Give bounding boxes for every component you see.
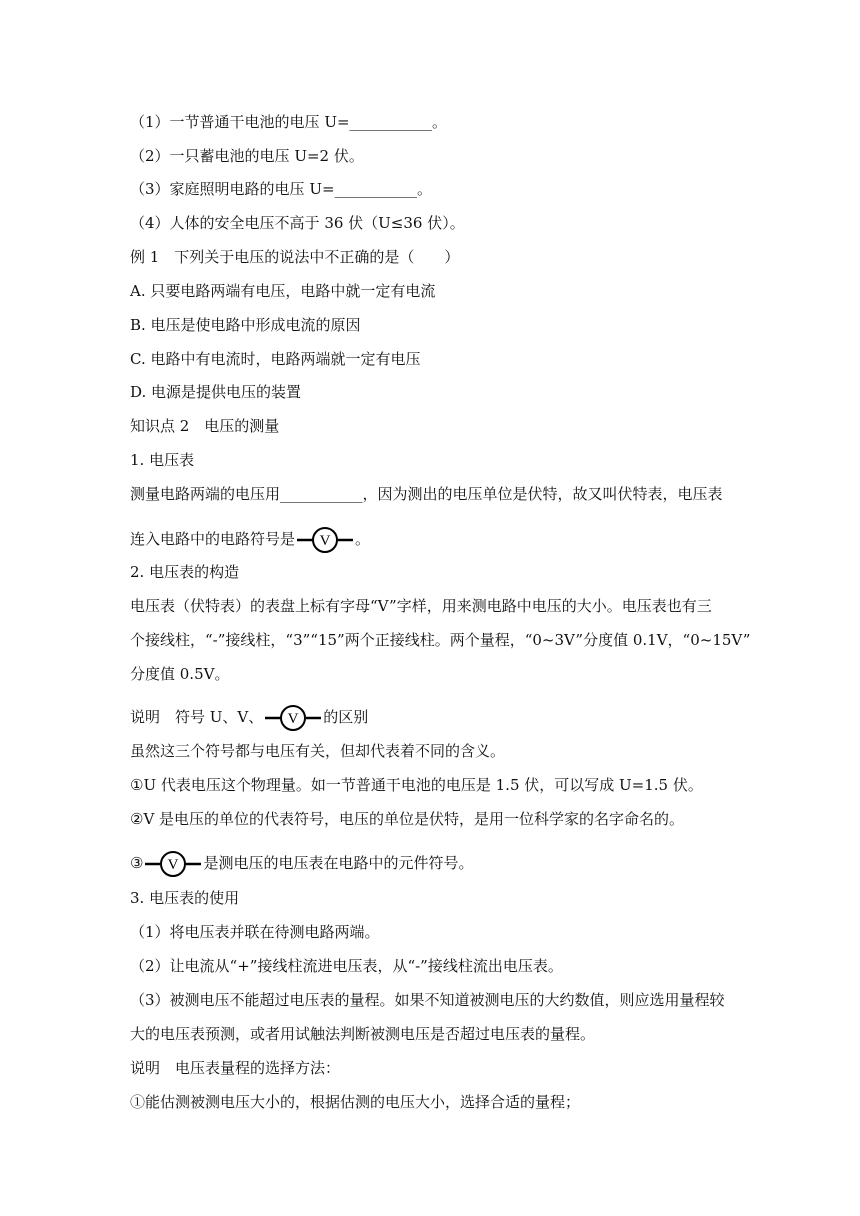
voltmeter-definition-line1: 测量电路两端的电压用___________，因为测出的电压单位是伏特，故又叫伏特表，电压表 <box>130 485 723 503</box>
construction-line2: 个接线柱，“-”接线柱，“3”“15”两个正接线柱。两个量程，“0~3V”分度值 0.1V，“0~15V” <box>130 631 751 649</box>
option-b: B. 电压是使电路中形成电流的原因 <box>130 316 361 334</box>
note-symbols-line <box>130 704 368 732</box>
section-1-heading: 1. 电压表 <box>130 451 195 469</box>
note-item-v: ②V 是电压的单位的代表符号，电压的单位是伏特，是用一位科学家的名字命名的。 <box>130 810 685 828</box>
usage-step-3: （3）被测电压不能超过电压表的量程。如果不知道被测电压的大约数值，则应选用量程较 <box>130 991 725 1009</box>
option-d: D. 电源是提供电压的装置 <box>130 383 302 401</box>
symbol-letter: V <box>287 711 299 727</box>
knowledge-point-2-heading: 知识点 2 电压的测量 <box>130 417 280 435</box>
usage-step-2: （2）让电流从“+”接线柱流进电压表，从“-”接线柱流出电压表。 <box>130 957 563 975</box>
note-symbols-text: 说明 符号 U、V、 <box>130 708 264 726</box>
symbol-intro-text: 连入电路中的电路符号是 <box>130 530 296 548</box>
line-storage-battery: （2）一只蓄电池的电压 U=2 伏。 <box>130 147 364 165</box>
line-home-circuit: （3）家庭照明电路的电压 U=___________。 <box>130 180 433 198</box>
section-2-heading: 2. 电压表的构造 <box>130 563 240 581</box>
note-item-marker: ③ <box>130 854 144 872</box>
voltmeter-symbol-icon <box>297 526 353 554</box>
note-item-symbol-text: 是测电压的电压表在电路中的元件符号。 <box>203 854 474 872</box>
note-item-symbol <box>130 850 473 878</box>
section-3-heading: 3. 电压表的使用 <box>130 889 240 907</box>
symbol-letter: V <box>319 533 331 549</box>
voltmeter-definition-line2 <box>130 526 370 554</box>
example-1-question: 例 1 下列关于电压的说法中不正确的是（ ） <box>130 248 460 266</box>
symbol-end-mark: 。 <box>355 530 371 548</box>
range-selection-item-1: ①能估测被测电压大小的，根据估测的电压大小，选择合适的量程； <box>130 1093 581 1111</box>
note-item-u: ①U 代表电压这个物理量。如一节普通干电池的电压是 1.5 伏，可以写成 U=1.5 伏。 <box>130 776 703 794</box>
voltmeter-symbol-icon <box>265 704 321 732</box>
option-c: C. 电路中有电流时，电路两端就一定有电压 <box>130 350 421 368</box>
construction-line1: 电压表（伏特表）的表盘上标有字母“V”字样，用来测电路中电压的大小。电压表也有三 <box>130 597 712 615</box>
note-difference-text: 的区别 <box>323 708 369 726</box>
voltmeter-symbol-icon <box>145 850 201 878</box>
line-safe-voltage: （4）人体的安全电压不高于 36 伏（U≤36 伏）。 <box>130 214 465 232</box>
option-a: A. 只要电路两端有电压，电路中就一定有电流 <box>130 282 436 300</box>
range-selection-heading: 说明 电压表量程的选择方法： <box>130 1059 341 1077</box>
usage-step-1: （1）将电压表并联在待测电路两端。 <box>130 923 380 941</box>
symbol-letter: V <box>168 857 179 873</box>
line-battery-voltage: （1）一节普通干电池的电压 U=___________。 <box>130 113 448 131</box>
construction-line3: 分度值 0.5V。 <box>130 665 230 683</box>
note-intro: 虽然这三个符号都与电压有关，但却代表着不同的含义。 <box>130 742 506 760</box>
usage-step-3-cont: 大的电压表预测，或者用试触法判断被测电压是否超过电压表的量程。 <box>130 1025 596 1043</box>
